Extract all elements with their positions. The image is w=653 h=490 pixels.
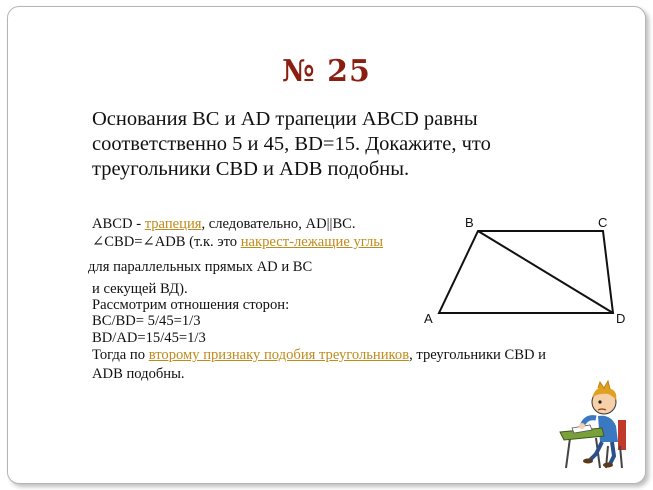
solution-line-5: Рассмотрим отношения сторон:	[92, 297, 290, 313]
solution-line-1-post: , следовательно, AD||BC.	[201, 216, 356, 232]
solution-line-6: BC/BD= 5/45=1/3	[92, 313, 201, 329]
similarity-criterion-link[interactable]: второму признаку подобия треугольников	[148, 347, 410, 363]
trapezoid-diagram	[418, 210, 638, 330]
solution-line-8	[92, 347, 546, 364]
alternate-angles-link[interactable]: накрест-лежащие углы	[240, 234, 384, 250]
vertex-label-b: B	[465, 215, 474, 230]
solution-line-1	[92, 216, 356, 233]
solution-line-7: BD/AD=15/45=1/3	[92, 330, 206, 346]
trapezoid-outline	[439, 231, 613, 313]
solution-line-2-pre: ∠CBD=∠ADB (т.к. это	[92, 234, 241, 250]
vertex-label-d: D	[616, 311, 626, 326]
vertex-label-a: A	[424, 311, 433, 326]
solution-line-8-pre: Тогда по	[92, 347, 149, 363]
solution-line-1-pre: ABCD -	[92, 216, 145, 232]
solution-line-9: ADB подобны.	[92, 366, 185, 382]
vertex-label-c: C	[598, 215, 608, 230]
solution-line-3: для параллельных прямых AD и BC	[88, 259, 313, 275]
solution-line-4: и секущей ВД).	[92, 281, 188, 297]
slide-title: № 25	[282, 54, 371, 89]
problem-statement: Основания ВС и AD трапеции ABCD равны соответственно 5 и 45, BD=15. Докажите, что треугольники CBD и ADB подобны.	[92, 108, 491, 180]
student-clipart	[556, 380, 636, 472]
solution-line-2	[92, 234, 383, 251]
trapezoid-link[interactable]: трапеция	[144, 216, 202, 232]
diagonal-bd	[478, 231, 613, 313]
solution-line-8-post: , треугольники CBD и	[409, 347, 546, 363]
